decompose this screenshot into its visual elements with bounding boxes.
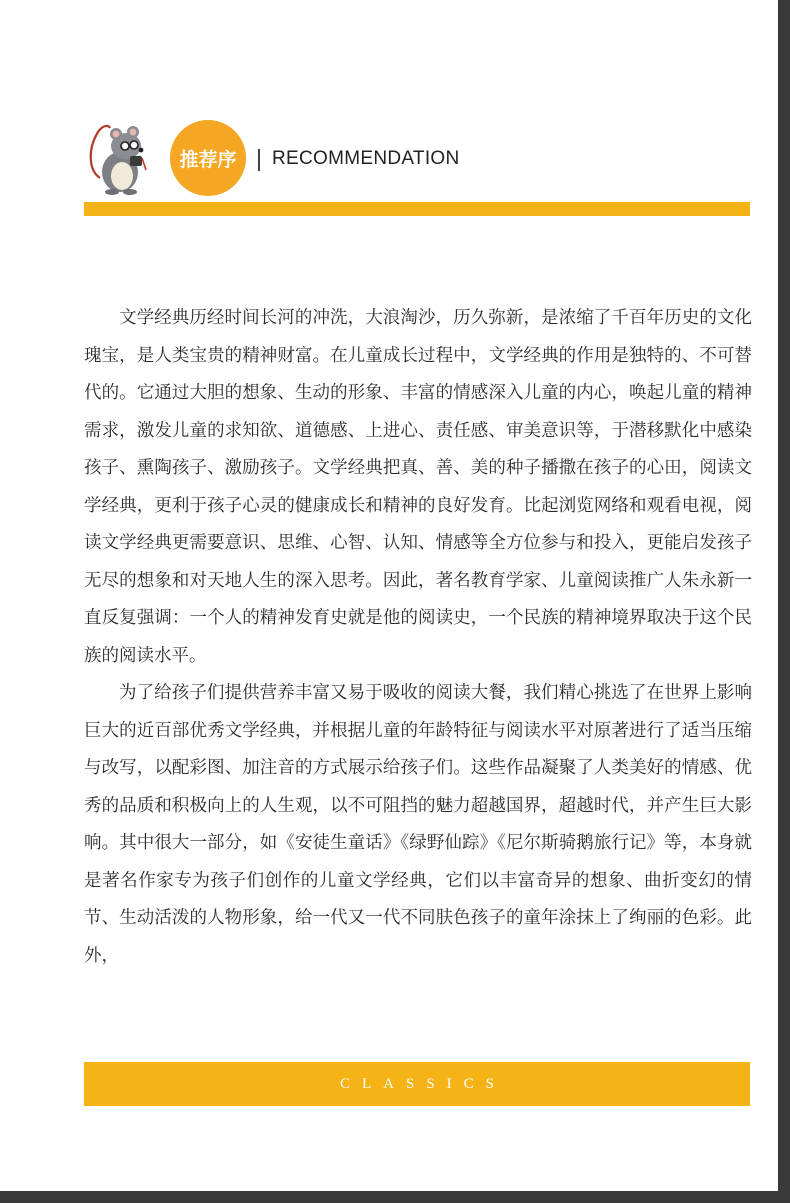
paragraph: 文学经典历经时间长河的冲洗，大浪淘沙，历久弥新，是浓缩了千百年历史的文化瑰宝，是人类宝贵的精神财富。在儿童成长过程中，文学经典的作用是独特的、不可替代的。它通过大胆的想象、生动的形象、丰富的情感深入儿童的内心，唤起儿童的精神需求，激发儿童的求知欲、道德感、上进心、责任感、审美意识等，于潜移默化中感染孩子、熏陶孩子、激励孩子。文学经典把真、善、美的种子播撒在孩子的心田，阅读文学经典，更利于孩子心灵的健康成长和精神的良好发育。比起浏览网络和观看电视，阅读文学经典更需要意识、思维、心智、认知、情感等全方位参与和投入，更能启发孩子无尽的想象和对天地人生的深入思考。因此，著名教育学家、儿童阅读推广人朱永新一直反复强调：一个人的精神发育史就是他的阅读史，一个民族的精神境界取决于这个民族的阅读水平。 xyxy=(84,308,752,666)
header-divider xyxy=(258,149,260,171)
section-subtitle: RECOMMENDATION xyxy=(272,148,460,169)
header-accent-bar xyxy=(84,202,750,216)
footer-bar xyxy=(84,1062,750,1106)
paragraph: 为了给孩子们提供营养丰富又易于吸收的阅读大餐，我们精心挑选了在世界上影响巨大的近百部优秀文学经典，并根据儿童的年龄特征与阅读水平对原著进行了适当压缩与改写，以配彩图、加注音的方式展示给孩子们。这些作品凝聚了人类美好的情感、优秀的品质和积极向上的人生观，以不可阻挡的魅力超越国界，超越时代，并产生巨大影响。其中很大一部分，如《安徒生童话》《绿野仙踪》《尼尔斯骑鹅旅行记》等，本身就是著名作家专为孩子们创作的儿童文学经典，它们以丰富奇异的想象、曲折变幻的情节、生动活泼的人物形象，给一代又一代不同肤色孩子的童年涂抹上了绚丽的色彩。此外， xyxy=(84,683,752,966)
section-header xyxy=(86,118,754,198)
footer-label: CLASSICS xyxy=(339,1075,507,1092)
mouse-reading-icon xyxy=(86,118,170,196)
section-badge: 推荐序 xyxy=(170,120,246,196)
body-text xyxy=(84,300,752,975)
